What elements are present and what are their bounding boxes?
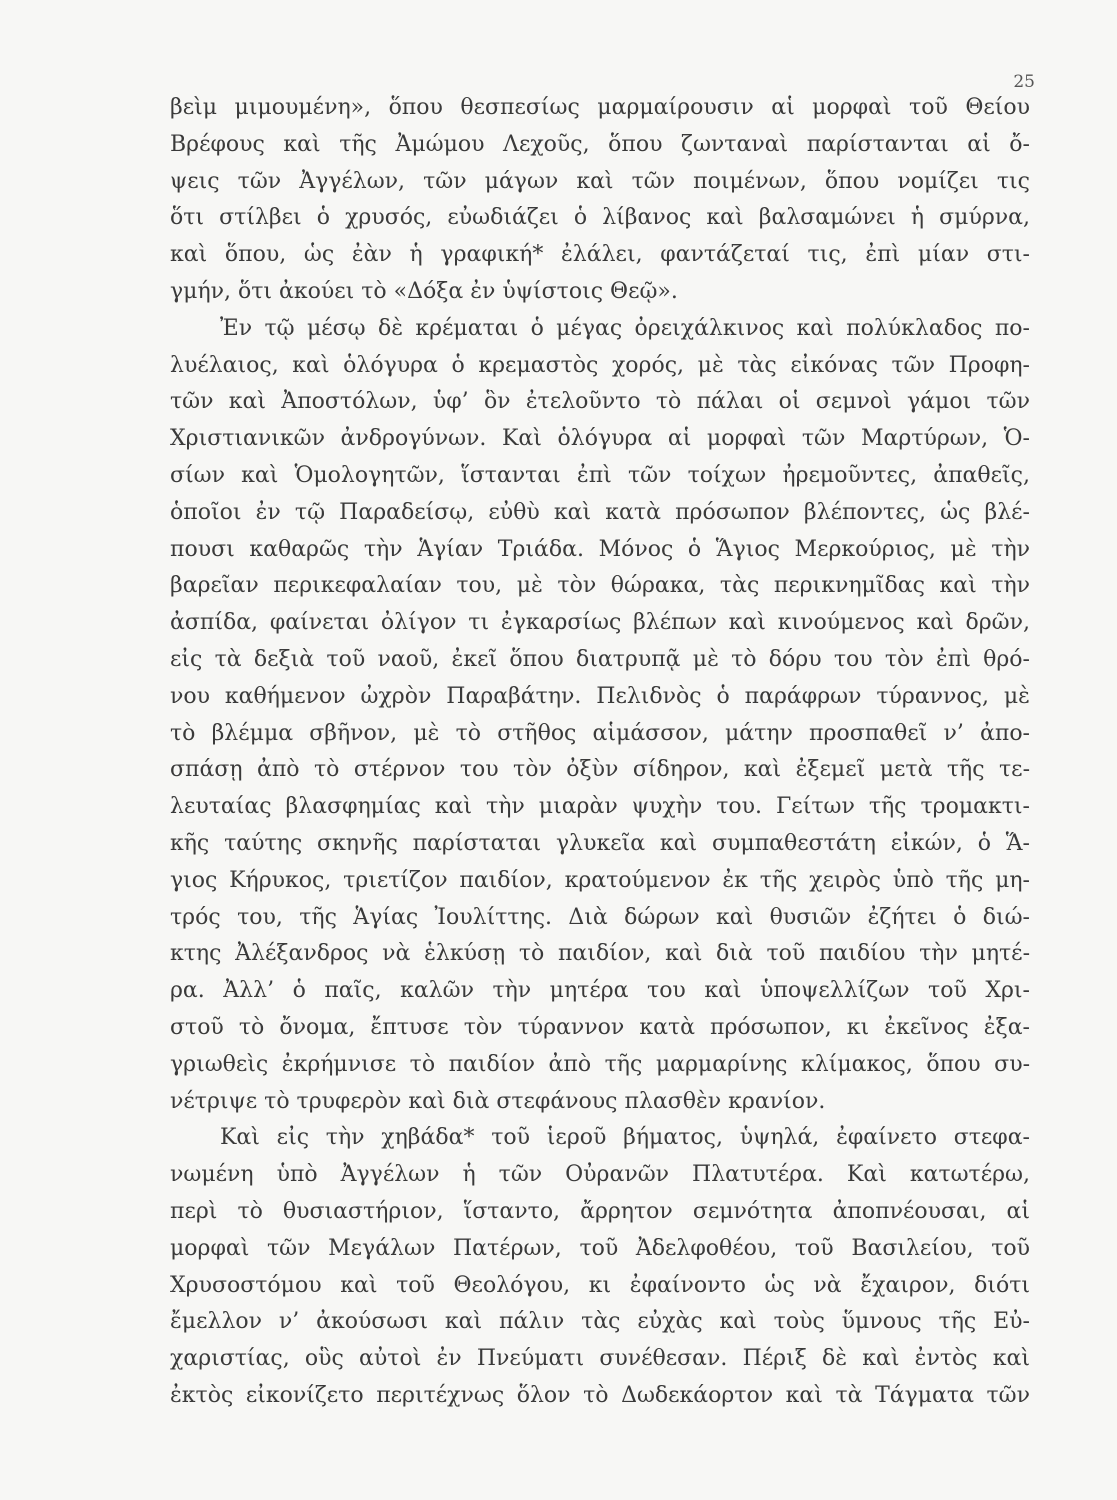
text-line: Βρέφους καὶ τῆς Ἀμώμου Λεχοῦς, ὅπου ζωνταναὶ παρίστανται αἱ ὄ- [170, 131, 1030, 157]
text-line: ρα. Ἀλλ’ ὁ παῖς, καλῶν τὴν μητέρα του καὶ ὑποψελλίζων τοῦ Χρι- [170, 978, 1030, 1004]
text-line: εἰς τὰ δεξιὰ τοῦ ναοῦ, ἐκεῖ ὅπου διατρυπᾷ μὲ τὸ δόρυ του τὸν ἐπὶ θρό- [170, 646, 1030, 672]
text-line: σίων καὶ Ὁμολογητῶν, ἵστανται ἐπὶ τῶν τοίχων ἠρεμοῦντες, ἀπαθεῖς, [170, 462, 1030, 488]
text-line: χαριστίας, οὓς αὐτοὶ ἐν Πνεύματι συνέθεσαν. Πέριξ δὲ καὶ ἐντὸς καὶ [170, 1346, 1030, 1372]
text-line: λευταίας βλασφημίας καὶ τὴν μιαρὰν ψυχὴν του. Γείτων τῆς τρομακτι- [170, 794, 1030, 820]
text-line: ὁποῖοι ἐν τῷ Παραδείσῳ, εὐθὺ καὶ κατὰ πρόσωπον βλέποντες, ὡς βλέ- [170, 499, 1030, 525]
text-line: βαρεῖαν περικεφαλαίαν του, μὲ τὸν θώρακα, τὰς περικνημῖδας καὶ τὴν [170, 573, 1030, 599]
text-line: λυέλαιος, καὶ ὁλόγυρα ὁ κρεμαστὸς χορός, μὲ τὰς εἰκόνας τῶν Προφη- [170, 352, 1030, 378]
text-body [170, 90, 1030, 1415]
text-line: γιος Κήρυκος, τριετίζον παιδίον, κρατούμενον ἐκ τῆς χειρὸς ὑπὸ τῆς μη- [170, 867, 1030, 893]
text-line: μορφαὶ τῶν Μεγάλων Πατέρων, τοῦ Ἀδελφοθέου, τοῦ Βασιλείου, τοῦ [170, 1235, 1030, 1261]
text-line: ὅτι στίλβει ὁ χρυσός, εὐωδιάζει ὁ λίβανος καὶ βαλσαμώνει ἡ σμύρνα, [170, 205, 1030, 231]
text-line: νέτριψε τὸ τρυφερὸν καὶ διὰ στεφάνους πλασθὲν κρανίον. [170, 1088, 826, 1114]
text-line: κῆς ταύτης σκηνῆς παρίσταται γλυκεῖα καὶ συμπαθεστάτη εἰκών, ὁ Ἅ- [170, 830, 1030, 856]
text-line: στοῦ τὸ ὄνομα, ἔπτυσε τὸν τύραννον κατὰ πρόσωπον, κι ἐκεῖνος ἐξα- [170, 1014, 1030, 1040]
text-line: Καὶ εἰς τὴν χηβάδα* τοῦ ἱεροῦ βήματος, ὑψηλά, ἐφαίνετο στεφα- [220, 1125, 1030, 1151]
text-line: Χριστιανικῶν ἀνδρογύνων. Καὶ ὁλόγυρα αἱ μορφαὶ τῶν Μαρτύρων, Ὁ- [170, 426, 1030, 452]
text-line: περὶ τὸ θυσιαστήριον, ἵσταντο, ἄρρητον σεμνότητα ἀποπνέουσαι, αἱ [170, 1198, 1030, 1224]
text-line: Χρυσοστόμου καὶ τοῦ Θεολόγου, κι ἐφαίνοντο ὡς νὰ ἔχαιρον, διότι [170, 1272, 1030, 1298]
text-line: τὸ βλέμμα σβῆνον, μὲ τὸ στῆθος αἱμάσσον, μάτην προσπαθεῖ ν’ ἀπο- [170, 720, 1030, 746]
text-line: τρός του, τῆς Ἁγίας Ἰουλίττης. Διὰ δώρων καὶ θυσιῶν ἐζήτει ὁ διώ- [170, 904, 1030, 930]
text-line: ἐκτὸς εἰκονίζετο περιτέχνως ὅλον τὸ Δωδεκάορτον καὶ τὰ Τάγματα τῶν [170, 1382, 1030, 1408]
text-line: κτης Ἀλέξανδρος νὰ ἑλκύσῃ τὸ παιδίον, καὶ διὰ τοῦ παιδίου τὴν μητέ- [170, 941, 1030, 967]
page-number: 25 [1013, 72, 1035, 92]
text-line: νου καθήμενον ὠχρὸν Παραβάτην. Πελιδνὸς ὁ παράφρων τύραννος, μὲ [170, 683, 1030, 709]
text-line: ψεις τῶν Ἀγγέλων, τῶν μάγων καὶ τῶν ποιμένων, ὅπου νομίζει τις [170, 168, 1030, 194]
text-line: Ἐν τῷ μέσῳ δὲ κρέμαται ὁ μέγας ὀρειχάλκινος καὶ πολύκλαδος πο- [220, 315, 1030, 341]
text-line: καὶ ὅπου, ὡς ἐὰν ἡ γραφική* ἐλάλει, φαντάζεταί τις, ἐπὶ μίαν στι- [170, 242, 1030, 268]
text-line: σπάσῃ ἀπὸ τὸ στέρνον του τὸν ὀξὺν σίδηρον, καὶ ἐξεμεῖ μετὰ τῆς τε- [170, 757, 1030, 783]
text-line: ἀσπίδα, φαίνεται ὀλίγον τι ἐγκαρσίως βλέπων καὶ κινούμενος καὶ δρῶν, [170, 610, 1030, 636]
text-line: ἔμελλον ν’ ἀκούσωσι καὶ πάλιν τὰς εὐχὰς καὶ τοὺς ὕμνους τῆς Εὐ- [170, 1309, 1030, 1335]
text-line: πουσι καθαρῶς τὴν Ἁγίαν Τριάδα. Μόνος ὁ Ἅγιος Μερκούριος, μὲ τὴν [170, 536, 1030, 562]
text-line: νωμένη ὑπὸ Ἀγγέλων ἡ τῶν Οὐρανῶν Πλατυτέρα. Καὶ κατωτέρω, [170, 1162, 1030, 1188]
text-line: γμήν, ὅτι ἀκούει τὸ «Δόξα ἐν ὑψίστοις Θεῷ». [170, 278, 678, 304]
text-line: γριωθεὶς ἐκρήμνισε τὸ παιδίον ἀπὸ τῆς μαρμαρίνης κλίμακος, ὅπου συ- [170, 1051, 1030, 1077]
text-line: βεὶμ μιμουμένη», ὅπου θεσπεσίως μαρμαίρουσιν αἱ μορφαὶ τοῦ Θείου [170, 95, 1030, 120]
text-line: τῶν καὶ Ἀποστόλων, ὑφ’ ὃν ἐτελοῦντο τὸ πάλαι οἱ σεμνοὶ γάμοι τῶν [170, 389, 1030, 415]
